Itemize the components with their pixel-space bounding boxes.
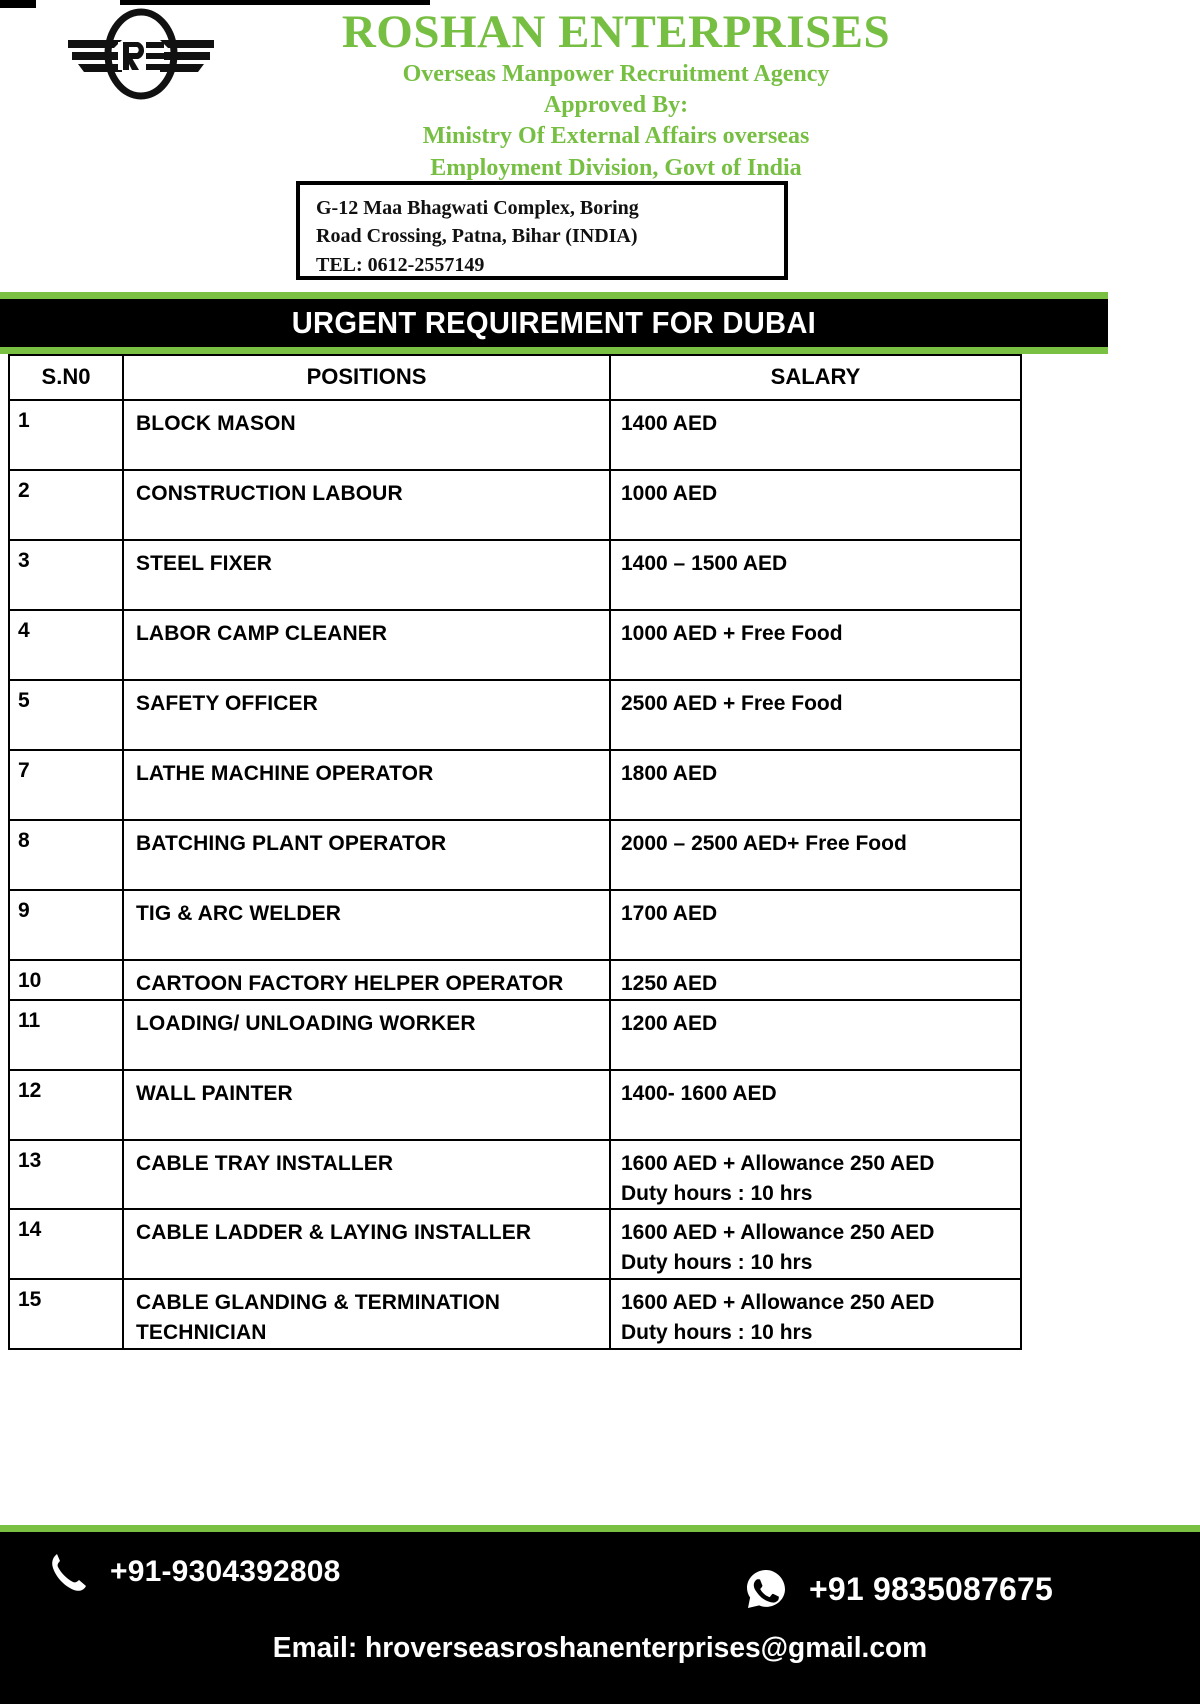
salary-main: 1600 AED + Allowance 250 AED — [621, 1151, 935, 1175]
address-line-3: TEL: 0612-2557149 — [316, 253, 485, 276]
row-position: SAFETY OFFICER — [123, 680, 610, 750]
row-sno: 8 — [9, 820, 123, 890]
row-sno: 7 — [9, 750, 123, 820]
tagline-line-1: Overseas Manpower Recruitment Agency — [402, 60, 830, 87]
salary-main: 1600 AED + Allowance 250 AED — [621, 1291, 935, 1315]
row-salary — [610, 750, 1021, 820]
row-salary — [610, 540, 1021, 610]
row-salary — [610, 1209, 1021, 1279]
row-salary — [610, 820, 1021, 890]
row-salary — [610, 1279, 1021, 1349]
row-sno: 9 — [9, 890, 123, 960]
salary-main: 1700 AED — [621, 902, 718, 925]
tagline-line-4: Employment Division, Govt of India — [430, 154, 802, 181]
table-row — [9, 750, 1021, 820]
row-salary — [610, 610, 1021, 680]
row-sno: 5 — [9, 680, 123, 750]
table-row — [9, 680, 1021, 750]
row-position: LATHE MACHINE OPERATOR — [123, 750, 610, 820]
salary-main: 2000 – 2500 AED+ Free Food — [621, 832, 907, 855]
salary-main: 1400 AED — [621, 412, 718, 435]
brand-block — [216, 8, 1016, 183]
row-position: TIG & ARC WELDER — [123, 890, 610, 960]
row-position: CABLE LADDER & LAYING INSTALLER — [123, 1209, 610, 1279]
row-sno: 12 — [9, 1070, 123, 1140]
banner-title: URGENT REQUIREMENT FOR DUBAI — [291, 305, 817, 340]
address-box — [296, 181, 788, 280]
row-sno: 11 — [9, 1000, 123, 1070]
address-line-2: Road Crossing, Patna, Bihar (INDIA) — [316, 225, 638, 248]
document-footer — [0, 1525, 1200, 1704]
row-position: STEEL FIXER — [123, 540, 610, 610]
footer-top-rule — [0, 1525, 1200, 1532]
salary-main: 1000 AED + Free Food — [621, 622, 843, 645]
company-logo — [66, 8, 216, 100]
row-position: BLOCK MASON — [123, 400, 610, 470]
row-salary — [610, 1140, 1021, 1210]
salary-main: 1800 AED — [621, 762, 718, 785]
salary-duty-hours: Duty hours : 10 hrs — [621, 1181, 813, 1205]
phone-icon — [48, 1550, 88, 1594]
salary-main: 1400 – 1500 AED — [621, 552, 788, 575]
table-header-row — [9, 355, 1021, 400]
row-sno: 14 — [9, 1209, 123, 1279]
row-sno: 15 — [9, 1279, 123, 1349]
table-row — [9, 470, 1021, 540]
row-position: LABOR CAMP CLEANER — [123, 610, 610, 680]
salary-duty-hours: Duty hours : 10 hrs — [621, 1320, 813, 1344]
row-position: CARTOON FACTORY HELPER OPERATOR — [123, 960, 610, 1000]
row-salary — [610, 1070, 1021, 1140]
row-position: BATCHING PLANT OPERATOR — [123, 820, 610, 890]
phone-contact[interactable] — [48, 1550, 341, 1594]
jobs-table-body — [9, 400, 1021, 1349]
whatsapp-contact[interactable] — [745, 1568, 1053, 1610]
row-salary — [610, 470, 1021, 540]
row-position: CABLE GLANDING & TERMINATION TECHNICIAN — [123, 1279, 610, 1349]
table-row — [9, 610, 1021, 680]
banner-bar — [0, 299, 1108, 347]
row-salary — [610, 400, 1021, 470]
table-row — [9, 540, 1021, 610]
whatsapp-icon — [745, 1568, 787, 1610]
phone-number: +91-9304392808 — [110, 1555, 341, 1588]
salary-main: 2500 AED + Free Food — [621, 692, 843, 715]
salary-main: 1000 AED — [621, 482, 718, 505]
row-salary — [610, 890, 1021, 960]
table-row — [9, 890, 1021, 960]
salary-main: 1250 AED — [621, 972, 718, 995]
document-header — [0, 0, 1200, 292]
row-salary — [610, 960, 1021, 1000]
table-row — [9, 960, 1021, 1000]
table-row — [9, 1140, 1021, 1210]
column-header-positions: POSITIONS — [123, 355, 610, 400]
column-header-salary: SALARY — [610, 355, 1021, 400]
table-row — [9, 400, 1021, 470]
jobs-table-container — [8, 354, 1020, 1350]
banner-bottom-rule — [0, 347, 1108, 354]
tagline-line-2: Approved By: — [543, 92, 689, 119]
table-row — [9, 1279, 1021, 1349]
table-row — [9, 1070, 1021, 1140]
urgent-requirement-banner — [0, 292, 1108, 354]
whatsapp-number: +91 9835087675 — [809, 1570, 1053, 1607]
salary-main: 1400- 1600 AED — [621, 1081, 777, 1105]
re-monogram-icon — [66, 8, 216, 100]
company-name: ROSHAN ENTERPRISES — [341, 6, 891, 58]
salary-duty-hours: Duty hours : 10 hrs — [621, 1251, 813, 1275]
row-sno: 13 — [9, 1140, 123, 1210]
table-row — [9, 820, 1021, 890]
row-sno: 2 — [9, 470, 123, 540]
row-position: LOADING/ UNLOADING WORKER — [123, 1000, 610, 1070]
row-position: CONSTRUCTION LABOUR — [123, 470, 610, 540]
email-address[interactable]: Email: hroverseasroshanenterprises@gmail.com — [272, 1632, 928, 1664]
jobs-table — [8, 354, 1022, 1350]
table-row — [9, 1209, 1021, 1279]
row-position: WALL PAINTER — [123, 1070, 610, 1140]
salary-main: 1200 AED — [621, 1011, 718, 1035]
banner-top-rule — [0, 292, 1108, 299]
row-salary — [610, 1000, 1021, 1070]
row-position: CABLE TRAY INSTALLER — [123, 1140, 610, 1210]
column-header-sno: S.N0 — [9, 355, 123, 400]
row-sno: 1 — [9, 400, 123, 470]
row-salary — [610, 680, 1021, 750]
row-sno: 3 — [9, 540, 123, 610]
table-row — [9, 1000, 1021, 1070]
address-line-1: G-12 Maa Bhagwati Complex, Boring — [316, 197, 639, 219]
tagline-line-3: Ministry Of External Affairs overseas — [422, 123, 810, 150]
row-sno: 10 — [9, 960, 123, 1000]
salary-main: 1600 AED + Allowance 250 AED — [621, 1221, 935, 1245]
footer-bar — [0, 1532, 1200, 1704]
row-sno: 4 — [9, 610, 123, 680]
contact-row — [0, 1532, 1200, 1628]
